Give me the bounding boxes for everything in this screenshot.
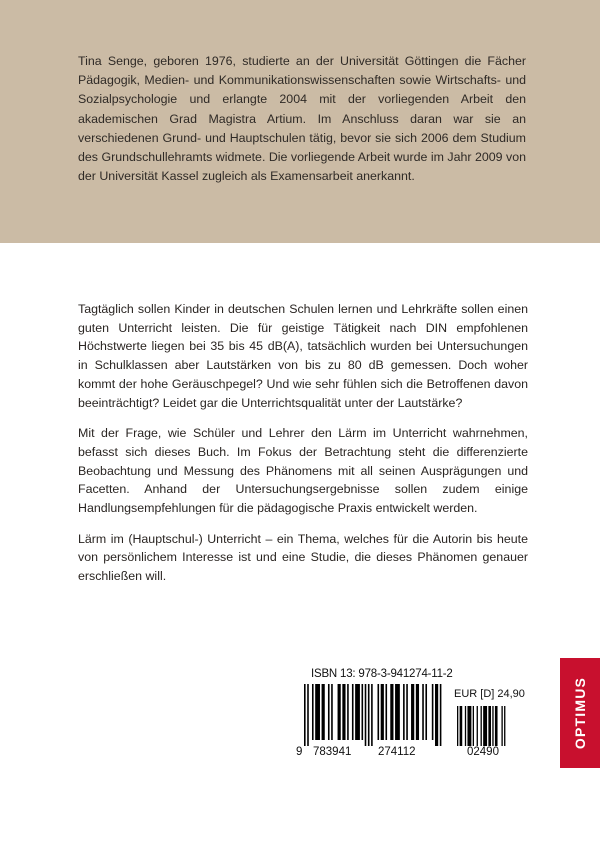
barcode-digits-right: 274112	[378, 746, 416, 758]
barcode-bar	[328, 684, 330, 740]
barcode-bar	[304, 684, 306, 746]
barcode-bar	[460, 706, 463, 746]
barcode-bar	[362, 684, 364, 740]
barcode-bar	[355, 684, 360, 740]
barcode-bar	[331, 684, 333, 740]
blurb-paragraph-1: Tagtäglich sollen Kinder in deutschen Schulen lernen und Lehrkräfte sollen einen guten Unterricht leisten. Die für geistige Tätigkeit nach DIN empfohlenen Höchstwerte liegen bei 35 bis 45 dB(A), tatsächlich wurden bei Untersuchungen in Schulklassen aber Lautstärken von bis zu 80 dB gemessen. Doch woher kommt der hohe Geräuschpegel? Und wie sehr fühlen sich die Betroffenen davon beeinträchtigt? Leidet gar die Unterrichtsqualität unter der Lautstärke?	[78, 302, 528, 410]
barcode-bar	[411, 684, 414, 740]
barcode-bar	[315, 684, 320, 740]
barcode-bar	[390, 684, 393, 740]
barcode-bar	[425, 684, 427, 740]
barcode-bar	[483, 706, 487, 746]
barcode-bar	[457, 706, 458, 746]
barcode-bar	[481, 706, 482, 746]
price-addon-barcode	[457, 706, 508, 746]
barcode-bar	[342, 684, 345, 740]
publisher-logo: OPTIMUS	[572, 676, 588, 750]
barcode-bar	[371, 684, 373, 746]
price-label: EUR [D] 24,90	[454, 688, 525, 700]
author-bio: Tina Senge, geboren 1976, studierte an der Universität Göttingen die Fächer Pädagogik, Medien- und Kommunikationswissenschaften sowie Wirtschafts- und Sozialpsychologie und erlangte 2004 mit der vorliegenden Arbeit den akademischen Grad Magistra Artium. Im Anschluss daran war sie an verschiedenen Grund- und Hauptschulen tätig, bevor sie sich 2006 dem Studium des Grundschullehramts widmete. Die vorliegende Arbeit wurde im Jahr 2009 von der Universität Kassel zugleich als Examensarbeit anerkannt.	[78, 54, 526, 184]
barcode-bar	[307, 684, 309, 746]
barcode-bar	[368, 684, 370, 746]
barcode-addon-digits: 02490	[467, 746, 499, 758]
blurb-paragraph-2: Mit der Frage, wie Schüler und Lehrer den Lärm im Unterricht wahrnehmen, befasst sich dieses Buch. Im Fokus der Betrachtung steht die differenzierte Beobachtung und Messung des Phänomens mit all seinen Ausprägungen und Facetten. Anhand der Untersuchungsergebnisse sollen zudem einige Handlungsempfehlungen für die pädagogische Praxis entwickelt werden.	[78, 426, 528, 516]
isbn-label: ISBN 13: 978-3-941274-11-2	[311, 668, 453, 680]
barcode-digits-left: 783941	[313, 746, 352, 758]
barcode-bar	[416, 684, 419, 740]
barcode-bar	[312, 684, 314, 740]
barcode-bar	[435, 684, 438, 746]
blurb-text	[78, 300, 528, 598]
barcode-bar	[352, 684, 354, 740]
barcode-bar	[467, 706, 471, 746]
barcode-bar	[504, 706, 505, 746]
barcode-bar	[501, 706, 502, 746]
barcode-bar	[432, 684, 434, 740]
barcode-bar	[406, 684, 408, 740]
barcode-bar	[473, 706, 474, 746]
barcode-bar	[440, 684, 442, 746]
barcode-bar	[381, 684, 384, 740]
barcode-bar	[322, 684, 325, 740]
publisher-tab	[560, 658, 600, 768]
barcode-bar	[422, 684, 424, 740]
barcode-bar	[338, 684, 341, 740]
isbn-barcode	[304, 684, 443, 746]
barcode-bar	[492, 706, 493, 746]
barcode-digit-first: 9	[296, 746, 303, 758]
barcode-bar	[465, 706, 466, 746]
barcode-bar	[477, 706, 478, 746]
barcode-bar	[377, 684, 379, 740]
author-band	[0, 0, 600, 243]
barcode-bar	[403, 684, 405, 740]
barcode-bar	[385, 684, 387, 740]
blurb-paragraph-3: Lärm im (Hauptschul-) Unterricht – ein Thema, welches für die Autorin bis heute von persönlichem Interesse ist und eine Studie, die dieses Phänomen genauer erschließen will.	[78, 531, 528, 584]
barcode-bar	[495, 706, 498, 746]
barcode-bar	[347, 684, 349, 740]
barcode-bar	[488, 706, 491, 746]
barcode-bar	[395, 684, 400, 740]
barcode-bar	[365, 684, 367, 746]
